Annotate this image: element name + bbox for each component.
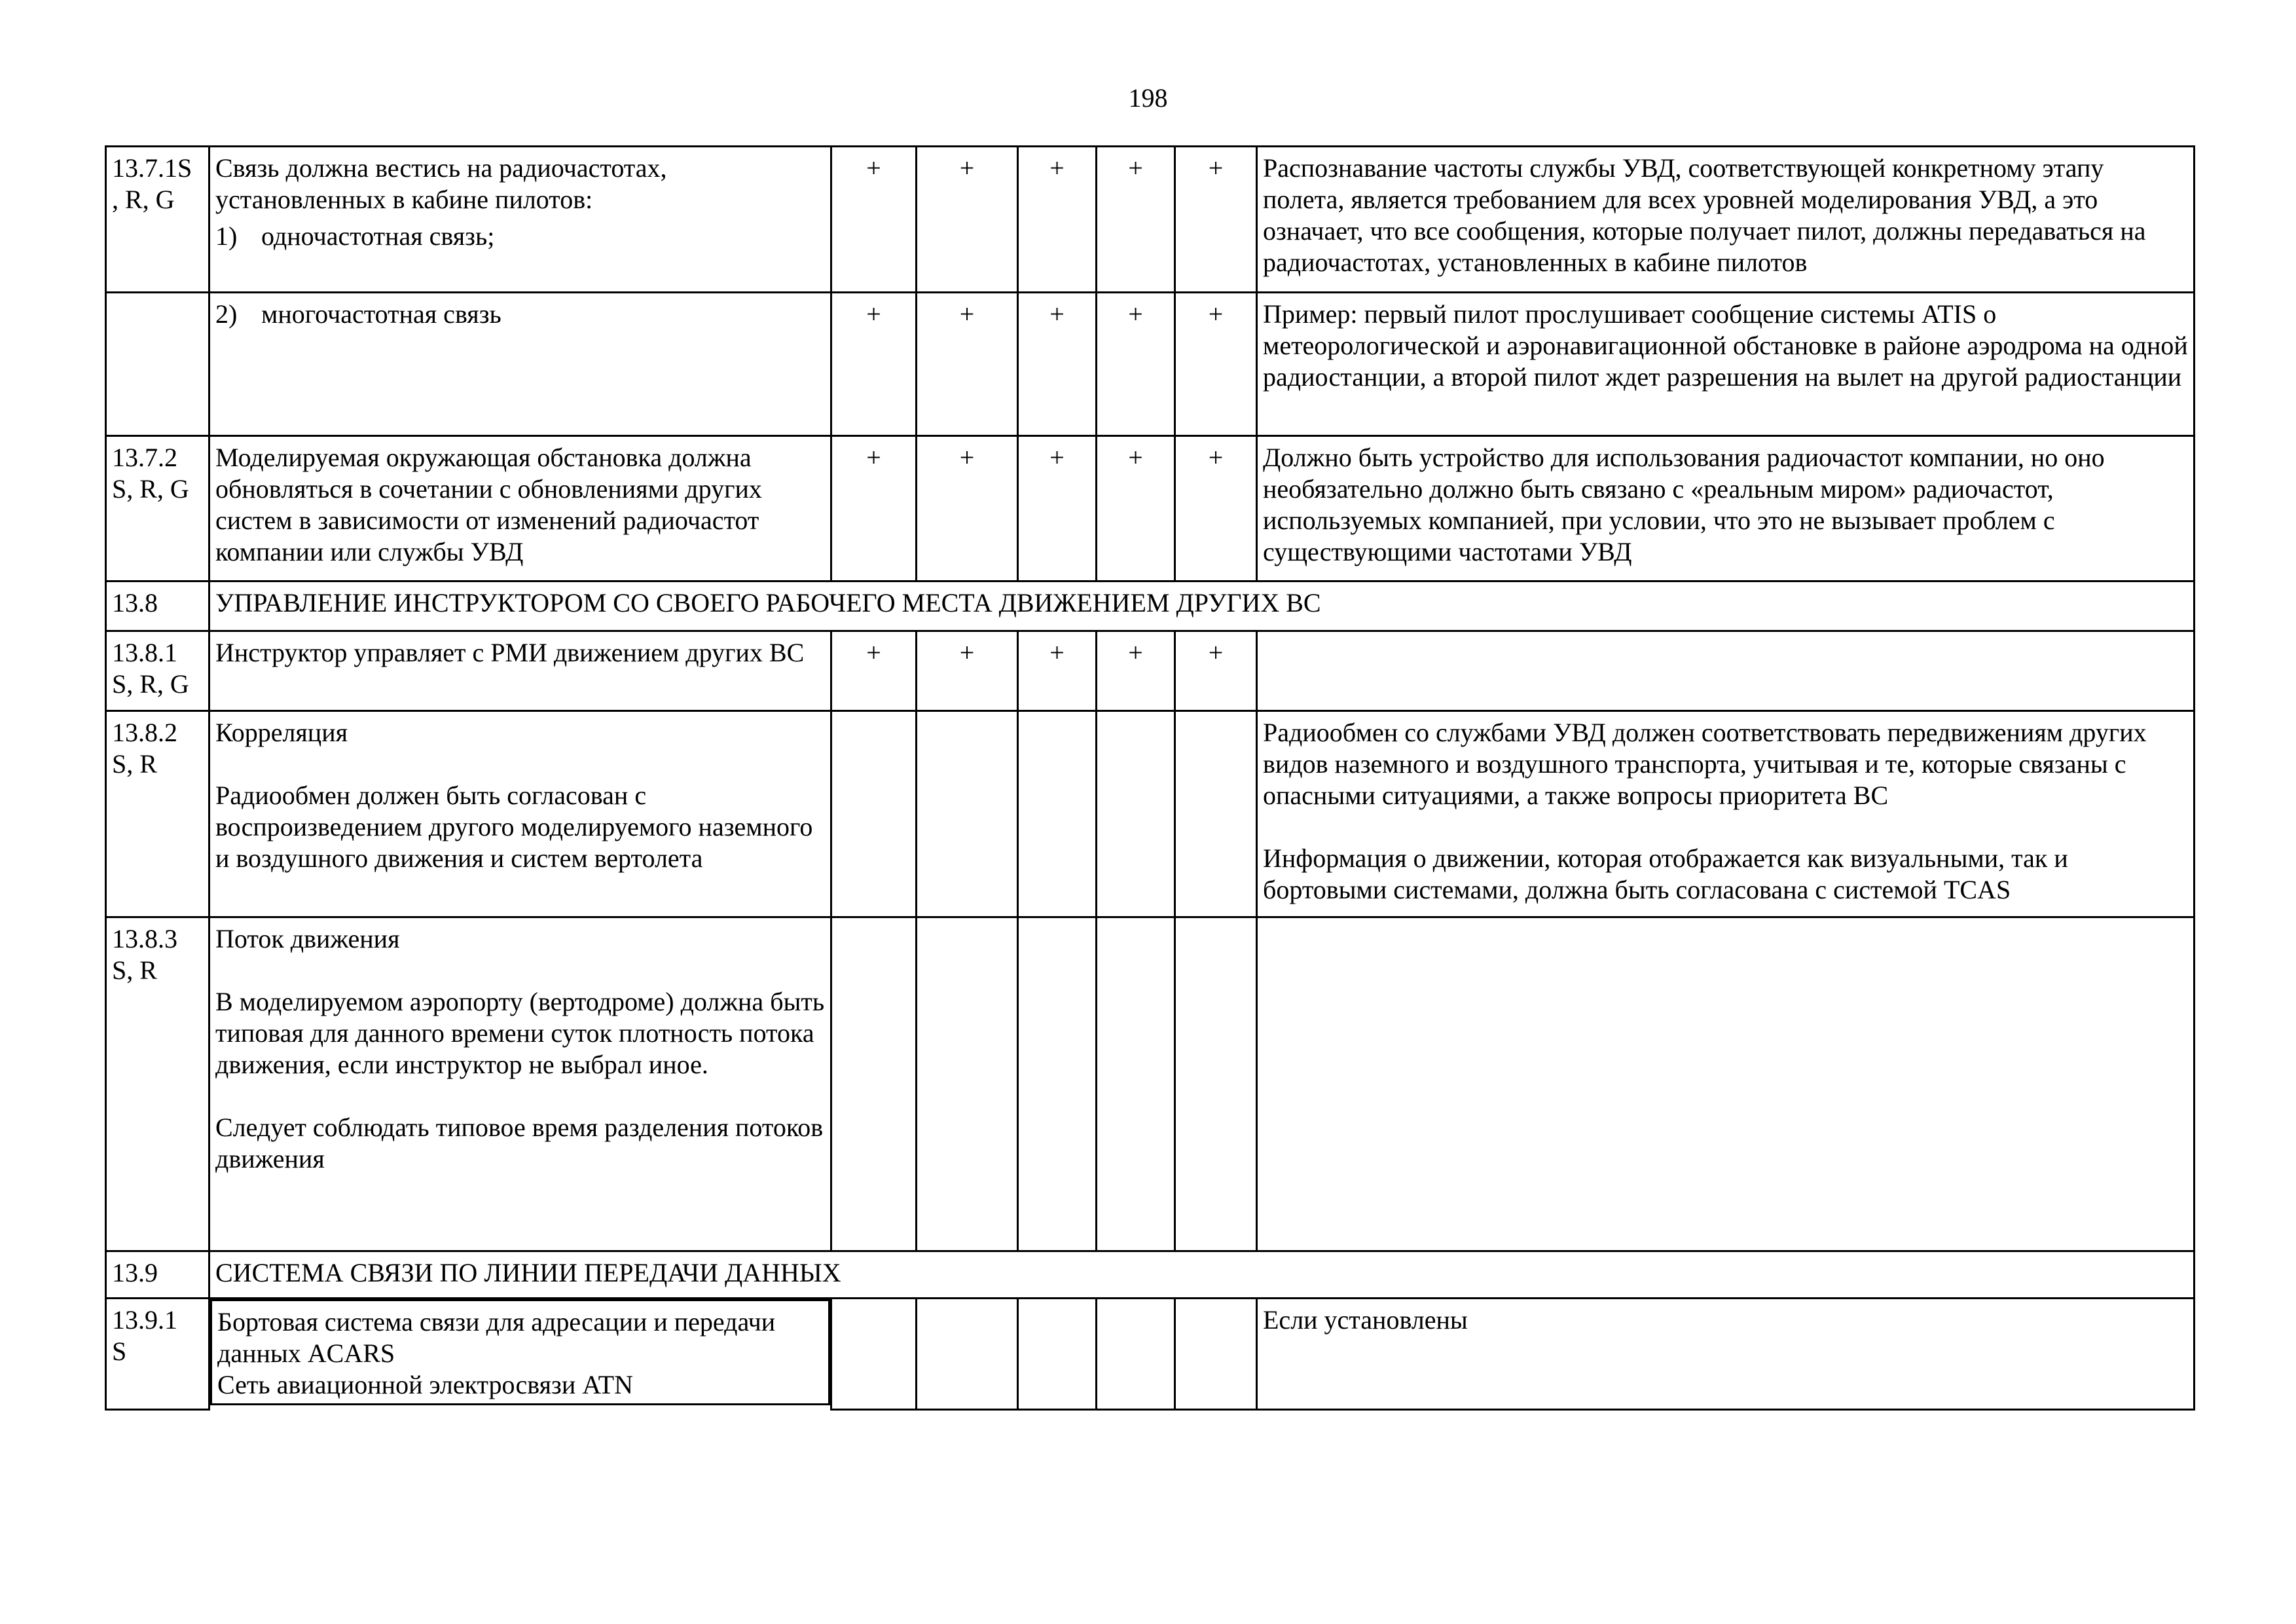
level-mark <box>831 711 917 917</box>
comment-text: Если установлены <box>1257 1299 2195 1410</box>
level-mark <box>1018 917 1097 1251</box>
requirement-body: Следует соблюдать типовое время разделения потоков движения <box>215 1113 824 1173</box>
comment-text: Распознавание частоты службы УВД, соответствующей конкретному этапу полета, является требованием для всех уровней моделирования УВД, а это означает, что все сообщения, которые получает пилот, должны передаваться на радиочастотах, установленных в кабине пилотов <box>1257 147 2195 293</box>
level-mark: + <box>1175 631 1257 711</box>
level-mark: + <box>917 436 1018 581</box>
level-mark <box>1175 711 1257 917</box>
requirements-table <box>105 145 2195 1411</box>
requirement-body: Радиообмен должен быть согласован с воспроизведением другого моделируемого наземного и воздушного движения и систем вертолета <box>215 781 813 873</box>
level-mark: + <box>1018 147 1097 293</box>
requirement-intro: Связь должна вестись на радиочастотах, установленных в кабине пилотов: <box>215 153 667 214</box>
section-code: 13.9 <box>106 1251 210 1299</box>
level-mark <box>1175 1299 1257 1410</box>
level-mark <box>1018 1299 1097 1410</box>
requirement-text: Инструктор управляет с РМИ движением других ВС <box>210 631 831 711</box>
row-code: 13.7.2 S, R, G <box>106 436 210 581</box>
table-row <box>106 631 2195 711</box>
level-mark: + <box>1175 293 1257 436</box>
requirement-heading: Поток движения <box>215 924 400 953</box>
row-code: 13.8.3 S, R <box>106 917 210 1251</box>
requirement-text: Бортовая система связи для адресации и передачи данных ACARS Сеть авиационной электросвязи ATN <box>210 1299 830 1405</box>
requirement-text: Моделируемая окружающая обстановка должна обновляться в сочетании с обновлениями других систем в зависимости от изменений радиочастот компании или службы УВД <box>210 436 831 581</box>
level-mark <box>917 1299 1018 1410</box>
level-mark <box>1175 917 1257 1251</box>
level-mark: + <box>831 436 917 581</box>
section-row <box>106 1251 2195 1299</box>
table-row <box>106 711 2195 917</box>
comment-text <box>1257 711 2195 917</box>
level-mark: + <box>831 293 917 436</box>
level-mark <box>917 917 1018 1251</box>
requirement-heading: Корреляция <box>215 718 348 747</box>
page-number: 198 <box>1128 83 1168 113</box>
level-mark <box>917 711 1018 917</box>
list-item-text: многочастотная связь <box>261 299 501 329</box>
level-mark <box>1097 917 1175 1251</box>
level-mark: + <box>831 631 917 711</box>
level-mark: + <box>831 147 917 293</box>
level-mark: + <box>917 293 1018 436</box>
row-code: 13.8.2 S, R <box>106 711 210 917</box>
level-mark: + <box>1097 147 1175 293</box>
level-mark: + <box>1018 631 1097 711</box>
comment-paragraph: Радиообмен со службами УВД должен соответствовать передвижениям других видов наземного и воздушного транспорта, учитывая и те, которые связаны с опасными ситуациями, а также вопросы приоритета ВС <box>1263 718 2147 810</box>
comment-text: Должно быть устройство для использования радиочастот компании, но оно необязательно должно быть связано с «реальным миром» радиочастот, используемых компанией, при условии, что это не вызывает проблем с существующими частотами УВД <box>1257 436 2195 581</box>
row-code: 13.9.1 S <box>106 1299 210 1410</box>
level-mark: + <box>917 147 1018 293</box>
level-mark <box>1018 711 1097 917</box>
level-mark: + <box>1097 293 1175 436</box>
comment-text: Пример: первый пилот прослушивает сообщение системы ATIS о метеорологической и аэронавигационной обстановке в районе аэродрома на одной радиостанции, а второй пилот ждет разрешения на вылет на другой радиостанции <box>1257 293 2195 436</box>
level-mark <box>1097 1299 1175 1410</box>
row-code: 13.8.1 S, R, G <box>106 631 210 711</box>
table-row <box>106 147 2195 293</box>
table-row <box>106 917 2195 1251</box>
list-item-text: одночастотная связь; <box>261 221 495 251</box>
level-mark <box>1097 711 1175 917</box>
level-mark <box>831 917 917 1251</box>
list-item <box>215 221 825 252</box>
section-title: СИСТЕМА СВЯЗИ ПО ЛИНИИ ПЕРЕДАЧИ ДАННЫХ <box>210 1251 2195 1299</box>
list-item <box>215 299 825 330</box>
level-mark: + <box>1175 147 1257 293</box>
row-code <box>106 293 210 436</box>
list-item-number: 1) <box>215 221 238 251</box>
comment-text <box>1257 631 2195 711</box>
level-mark: + <box>1175 436 1257 581</box>
requirement-text <box>210 917 831 1251</box>
level-mark: + <box>1097 436 1175 581</box>
section-title: УПРАВЛЕНИЕ ИНСТРУКТОРОМ СО СВОЕГО РАБОЧЕГО МЕСТА ДВИЖЕНИЕМ ДРУГИХ ВС <box>210 581 2195 631</box>
table-row <box>106 293 2195 436</box>
requirement-text <box>210 711 831 917</box>
requirement-text <box>210 147 831 293</box>
requirement-body: В моделируемом аэропорту (вертодроме) должна быть типовая для данного времени суток плотность потока движения, если инструктор не выбрал иное. <box>215 987 825 1079</box>
level-mark: + <box>1097 631 1175 711</box>
level-mark: + <box>1018 293 1097 436</box>
comment-paragraph: Информация о движении, которая отображается как визуальными, так и бортовыми системами, должна быть согласована с системой TCAS <box>1263 843 2068 904</box>
comment-text <box>1257 917 2195 1251</box>
section-row <box>106 581 2195 631</box>
table-row <box>106 436 2195 581</box>
table-row <box>106 1299 2195 1410</box>
requirement-text <box>210 293 831 436</box>
level-mark <box>831 1299 917 1410</box>
row-code: 13.7.1S , R, G <box>106 147 210 293</box>
list-item-number: 2) <box>215 299 238 329</box>
level-mark: + <box>1018 436 1097 581</box>
level-mark: + <box>917 631 1018 711</box>
section-code: 13.8 <box>106 581 210 631</box>
